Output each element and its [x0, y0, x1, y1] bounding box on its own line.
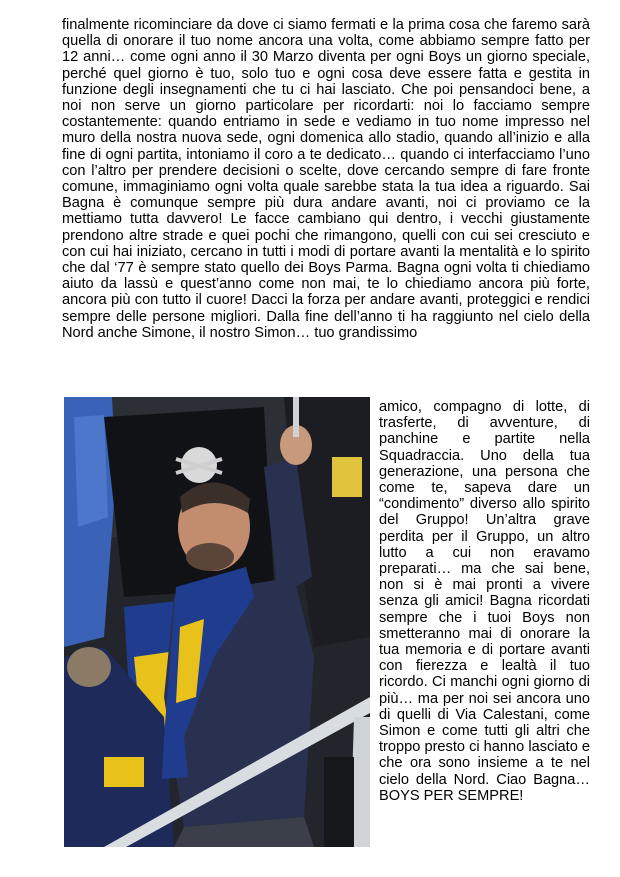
article-side-paragraph: amico, compagno di lotte, di trasferte, di avventure, di panchine e partite nella Squadraccia. Uno della tua generazione, una persona che come te, sapeva dare un “condimento” diverso allo spirito del Gruppo! Un’altra grave perdita per il Gruppo, un altro lutto a cui non eravamo preparati… ma che sai bene, non si è mai pronti a vivere senza gli amici! Bagna ricordati sempre che i tuoi Boys non smetteranno mai di onorare la tua memoria e di portare avanti con fierezza e lealtà il tuo ricordo. Ci manchi ogni giorno di più… ma per noi sei ancora uno di quelli di Via Calestani, come Simon e come tutti gli altri che troppo presto ci hanno lasciato e che ora sono insieme a te nel cielo della Nord. Ciao Bagna… BOYS PER SEMPRE!	[379, 399, 590, 804]
article-top-paragraph: finalmente ricominciare da dove ci siamo fermati e la prima cosa che faremo sarà quella di onorare il tuo nome ancora una volta, come abbiamo sempre fatto per 12 anni… come ogni anno il 30 Marzo diventa per ogni Boys un giorno speciale, perché quel giorno è tuo, solo tuo e ogni cosa deve essere fatta e gestita in funzione degli insegnamenti che tu ci hai lasciato. Che poi pensandoci bene, a noi non serve un giorno particolare per ricordarti: noi lo facciamo sempre costantemente: quando entriamo in sede e vediamo in tuo nome impresso nel muro della nostra nuova sede, ogni domenica allo stadio, quando all’inizio e alla fine di ogni partita, intoniamo il coro a te dedicato… quando ci interfacciamo l’uno con l’altro per prendere decisioni o scelte, dove cercando sempre di fare fronte comune, immaginiamo ogni volta quale sarebbe stata la tua idea a riguardo. Sai Bagna è comunque sempre più dura andare avanti, noi ci proviamo ce la mettiamo tutta davvero! Le facce cambiano qui dentro, i vecchi giustamente prendono altre strade e quei pochi che rimangono, quelli con cui sei cresciuto e con cui hai iniziato, cercano in tutti i modi di portare avanti la mentalità e lo spirito che dal ‘77 è sempre stato quello dei Boys Parma. Bagna ogni volta ti chiediamo aiuto da lassù e quest’anno come non mai, te lo chiediamo ancora più forte, ancora più con tutto il cuore! Dacci la forza per andare avanti, proteggici e rendici sempre delle persone migliori. Dalla fine dell’anno ti ha raggiunto nel cielo della Nord anche Simone, il nostro Simon… tuo grandissimo	[62, 17, 590, 341]
supporter-photo	[64, 397, 370, 847]
